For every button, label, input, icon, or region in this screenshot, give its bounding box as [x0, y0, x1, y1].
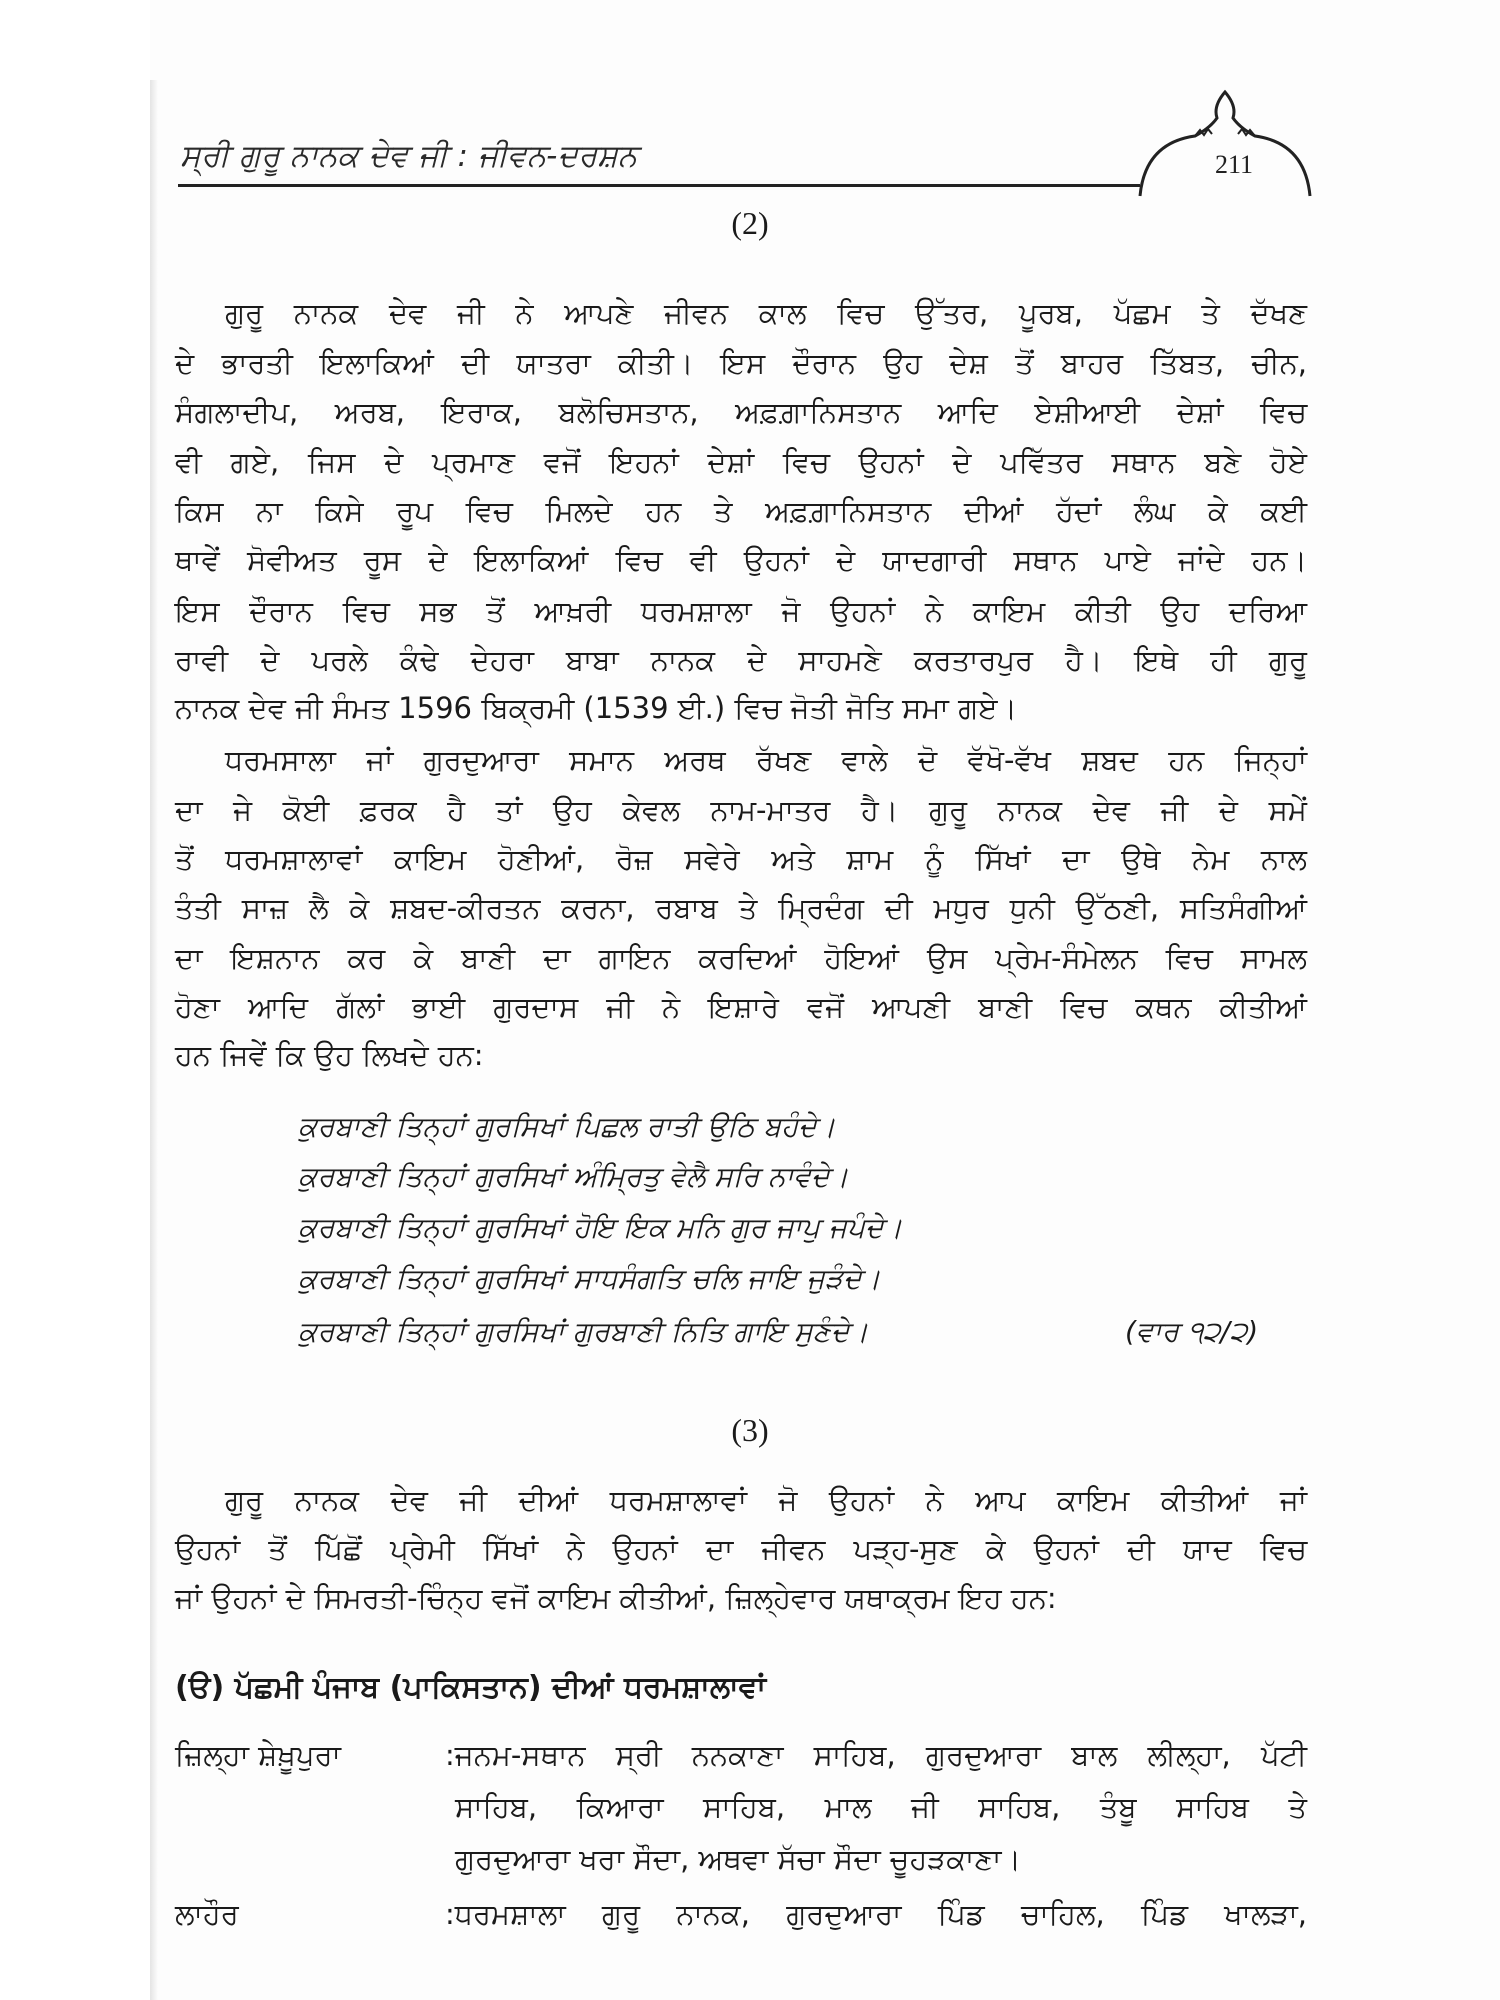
district-name: ਲਾਹੌਰ	[175, 1897, 239, 1931]
text-line: ਵੀ ਗਏ, ਜਿਸ ਦੇ ਪ੍ਰਮਾਣ ਵਜੋਂ ਇਹਨਾਂ ਦੇਸ਼ਾਂ ਵਿਚ ਉਹਨਾਂ ਦੇ ਪਵਿੱਤਰ ਸਥਾਨ ਬਣੇ ਹੋਏ	[175, 445, 1307, 479]
section-number: (2)	[731, 205, 769, 241]
text-line: ਜਾਂ ਉਹਨਾਂ ਦੇ ਸਿਮਰਤੀ-ਚਿੰਨ੍ਹ ਵਜੋਂ ਕਾਇਮ ਕੀਤੀਆਂ, ਜ਼ਿਲ੍ਹੇਵਾਰ ਯਥਾਕ੍ਰਮ ਇਹ ਹਨ:	[175, 1581, 1057, 1615]
verse-line: ਕੁਰਬਾਣੀ ਤਿਨ੍ਹਾਂ ਗੁਰਸਿਖਾਂ ਹੋਇ ਇਕ ਮਨਿ ਗੁਰ ਜਾਪੁ ਜਪੰਦੇ।	[298, 1211, 903, 1244]
text-line: ਇਸ ਦੌਰਾਨ ਵਿਚ ਸਭ ਤੋਂ ਆਖ਼ਰੀ ਧਰਮਸ਼ਾਲਾ ਜੋ ਉਹਨਾਂ ਨੇ ਕਾਇਮ ਕੀਤੀ ਉਹ ਦਰਿਆ	[175, 594, 1307, 628]
text-line: ਤੰਤੀ ਸਾਜ਼ ਲੈ ਕੇ ਸ਼ਬਦ-ਕੀਰਤਨ ਕਰਨਾ, ਰਬਾਬ ਤੇ ਮ੍ਰਿਦੰਗ ਦੀ ਮਧੁਰ ਧੁਨੀ ਉੱਠਣੀ, ਸਤਿਸੰਗੀਆਂ	[175, 891, 1307, 925]
text-line: ਹਨ ਜਿਵੇਂ ਕਿ ਉਹ ਲਿਖਦੇ ਹਨ:	[175, 1038, 484, 1072]
district-line: ਸਾਹਿਬ, ਕਿਆਰਾ ਸਾਹਿਬ, ਮਾਲ ਜੀ ਸਾਹਿਬ, ਤੰਬੂ ਸਾਹਿਬ ਤੇ	[455, 1790, 1307, 1824]
arch-ornament-icon	[1125, 88, 1325, 198]
scan-margin	[0, 0, 150, 2000]
text-line: ਦਾ ਜੇ ਕੋਈ ਫ਼ਰਕ ਹੈ ਤਾਂ ਉਹ ਕੇਵਲ ਨਾਮ-ਮਾਤਰ ਹੈ। ਗੁਰੂ ਨਾਨਕ ਦੇਵ ਜੀ ਦੇ ਸਮੇਂ	[175, 793, 1307, 827]
verse-line: ਕੁਰਬਾਣੀ ਤਿਨ੍ਹਾਂ ਗੁਰਸਿਖਾਂ ਪਿਛਲ ਰਾਤੀ ਉਠਿ ਬਹੰਦੇ।	[298, 1110, 836, 1143]
running-title: ਸ੍ਰੀ ਗੁਰੂ ਨਾਨਕ ਦੇਵ ਜੀ : ਜੀਵਨ-ਦਰਸ਼ਨ	[180, 138, 638, 174]
text-line: ਰਾਵੀ ਦੇ ਪਰਲੇ ਕੰਢੇ ਦੇਹਰਾ ਬਾਬਾ ਨਾਨਕ ਦੇ ਸਾਹਮਣੇ ਕਰਤਾਰਪੁਰ ਹੈ। ਇਥੇ ਹੀ ਗੁਰੂ	[175, 643, 1307, 677]
text-line: ਥਾਵੇਂ ਸੋਵੀਅਤ ਰੂਸ ਦੇ ਇਲਾਕਿਆਂ ਵਿਚ ਵੀ ਉਹਨਾਂ ਦੇ ਯਾਦਗਾਰੀ ਸਥਾਨ ਪਾਏ ਜਾਂਦੇ ਹਨ।	[175, 543, 1307, 577]
district-line: ਗੁਰਦੁਆਰਾ ਖਰਾ ਸੌਦਾ, ਅਥਵਾ ਸੱਚਾ ਸੌਦਾ ਚੂਹੜਕਾਣਾ।	[455, 1842, 1021, 1876]
text-line: ਕਿਸ ਨਾ ਕਿਸੇ ਰੂਪ ਵਿਚ ਮਿਲਦੇ ਹਨ ਤੇ ਅਫ਼ਗ਼ਾਨਿਸਤਾਨ ਦੀਆਂ ਹੱਦਾਂ ਲੰਘ ਕੇ ਕਈ	[175, 494, 1307, 528]
district-line: :ਜਨਮ-ਸਥਾਨ ਸ੍ਰੀ ਨਨਕਾਣਾ ਸਾਹਿਬ, ਗੁਰਦੁਆਰਾ ਬਾਲ ਲੀਲ੍ਹਾ, ਪੱਟੀ	[445, 1738, 1307, 1772]
text-line: ਹੋਣਾ ਆਦਿ ਗੱਲਾਂ ਭਾਈ ਗੁਰਦਾਸ ਜੀ ਨੇ ਇਸ਼ਾਰੇ ਵਜੋਂ ਆਪਣੀ ਬਾਣੀ ਵਿਚ ਕਥਨ ਕੀਤੀਆਂ	[175, 990, 1307, 1024]
text-line: ਧਰਮਸਾਲਾ ਜਾਂ ਗੁਰਦੁਆਰਾ ਸਮਾਨ ਅਰਥ ਰੱਖਣ ਵਾਲੇ ਦੋ ਵੱਖੋ-ਵੱਖ ਸ਼ਬਦ ਹਨ ਜਿਨ੍ਹਾਂ	[225, 743, 1307, 777]
page-edge-shadow	[150, 80, 158, 2000]
verse-line: ਕੁਰਬਾਣੀ ਤਿਨ੍ਹਾਂ ਗੁਰਸਿਖਾਂ ਸਾਧਸੰਗਤਿ ਚਲਿ ਜਾਇ ਜੁੜੰਦੇ।	[298, 1262, 881, 1295]
district-line: :ਧਰਮਸ਼ਾਲਾ ਗੁਰੂ ਨਾਨਕ, ਗੁਰਦੁਆਰਾ ਪਿੰਡ ਚਾਹਿਲ, ਪਿੰਡ ਖਾਲੜਾ,	[445, 1897, 1307, 1931]
text-line: ਦਾ ਇਸ਼ਨਾਨ ਕਰ ਕੇ ਬਾਣੀ ਦਾ ਗਾਇਨ ਕਰਦਿਆਂ ਹੋਇਆਂ ਉਸ ਪ੍ਰੇਮ-ਸੰਮੇਲਨ ਵਿਚ ਸਾਮਲ	[175, 941, 1307, 975]
text-line: ਉਹਨਾਂ ਤੋਂ ਪਿੱਛੋਂ ਪ੍ਰੇਮੀ ਸਿੱਖਾਂ ਨੇ ਉਹਨਾਂ ਦਾ ਜੀਵਨ ਪੜ੍ਹ-ਸੁਣ ਕੇ ਉਹਨਾਂ ਦੀ ਯਾਦ ਵਿਚ	[175, 1532, 1307, 1566]
verse-line: ਕੁਰਬਾਣੀ ਤਿਨ੍ਹਾਂ ਗੁਰਸਿਖਾਂ ਅੰਮ੍ਰਿਤੁ ਵੇਲੈ ਸਰਿ ਨਾਵੰਦੇ।	[298, 1160, 849, 1193]
section-number: (3)	[731, 1412, 769, 1448]
verse-reference: (ਵਾਰ ੧੨/੨)	[1125, 1315, 1259, 1348]
page-number: 211	[1215, 150, 1254, 179]
district-name: ਜ਼ਿਲ੍ਹਾ ਸ਼ੇਖ਼ੂਪੁਰਾ	[175, 1738, 341, 1772]
text-line: ਸੰਗਲਾਦੀਪ, ਅਰਬ, ਇਰਾਕ, ਬਲੋਚਿਸਤਾਨ, ਅਫ਼ਗ਼ਾਨਿਸਤਾਨ ਆਦਿ ਏਸ਼ੀਆਈ ਦੇਸ਼ਾਂ ਵਿਚ	[175, 395, 1307, 429]
verse-line: ਕੁਰਬਾਣੀ ਤਿਨ੍ਹਾਂ ਗੁਰਸਿਖਾਂ ਗੁਰਬਾਣੀ ਨਿਤਿ ਗਾਇ ਸੁਣੰਦੇ।	[298, 1315, 869, 1348]
text-line: ਗੁਰੂ ਨਾਨਕ ਦੇਵ ਜੀ ਦੀਆਂ ਧਰਮਸ਼ਾਲਾਵਾਂ ਜੋ ਉਹਨਾਂ ਨੇ ਆਪ ਕਾਇਮ ਕੀਤੀਆਂ ਜਾਂ	[225, 1483, 1307, 1517]
subheading: (ੳ) ਪੱਛਮੀ ਪੰਜਾਬ (ਪਾਕਿਸਤਾਨ) ਦੀਆਂ ਧਰਮਸ਼ਾਲਾਵਾਂ	[175, 1670, 766, 1705]
text-line: ਗੁਰੂ ਨਾਨਕ ਦੇਵ ਜੀ ਨੇ ਆਪਣੇ ਜੀਵਨ ਕਾਲ ਵਿਚ ਉੱਤਰ, ਪੂਰਬ, ਪੱਛਮ ਤੇ ਦੱਖਣ	[225, 296, 1307, 330]
header-rule	[178, 184, 1140, 187]
text-line: ਤੋਂ ਧਰਮਸ਼ਾਲਾਵਾਂ ਕਾਇਮ ਹੋਣੀਆਂ, ਰੋਜ਼ ਸਵੇਰੇ ਅਤੇ ਸ਼ਾਮ ਨੂੰ ਸਿੱਖਾਂ ਦਾ ਉਥੇ ਨੇਮ ਨਾਲ	[175, 842, 1307, 876]
text-line: ਨਾਨਕ ਦੇਵ ਜੀ ਸੰਮਤ 1596 ਬਿਕ੍ਰਮੀ (1539 ਈ.) ਵਿਚ ਜੋਤੀ ਜੋਤਿ ਸਮਾ ਗਏ।	[175, 691, 1018, 725]
text-line: ਦੇ ਭਾਰਤੀ ਇਲਾਕਿਆਂ ਦੀ ਯਾਤਰਾ ਕੀਤੀ। ਇਸ ਦੌਰਾਨ ਉਹ ਦੇਸ਼ ਤੋਂ ਬਾਹਰ ਤਿੱਬਤ, ਚੀਨ,	[175, 346, 1307, 380]
